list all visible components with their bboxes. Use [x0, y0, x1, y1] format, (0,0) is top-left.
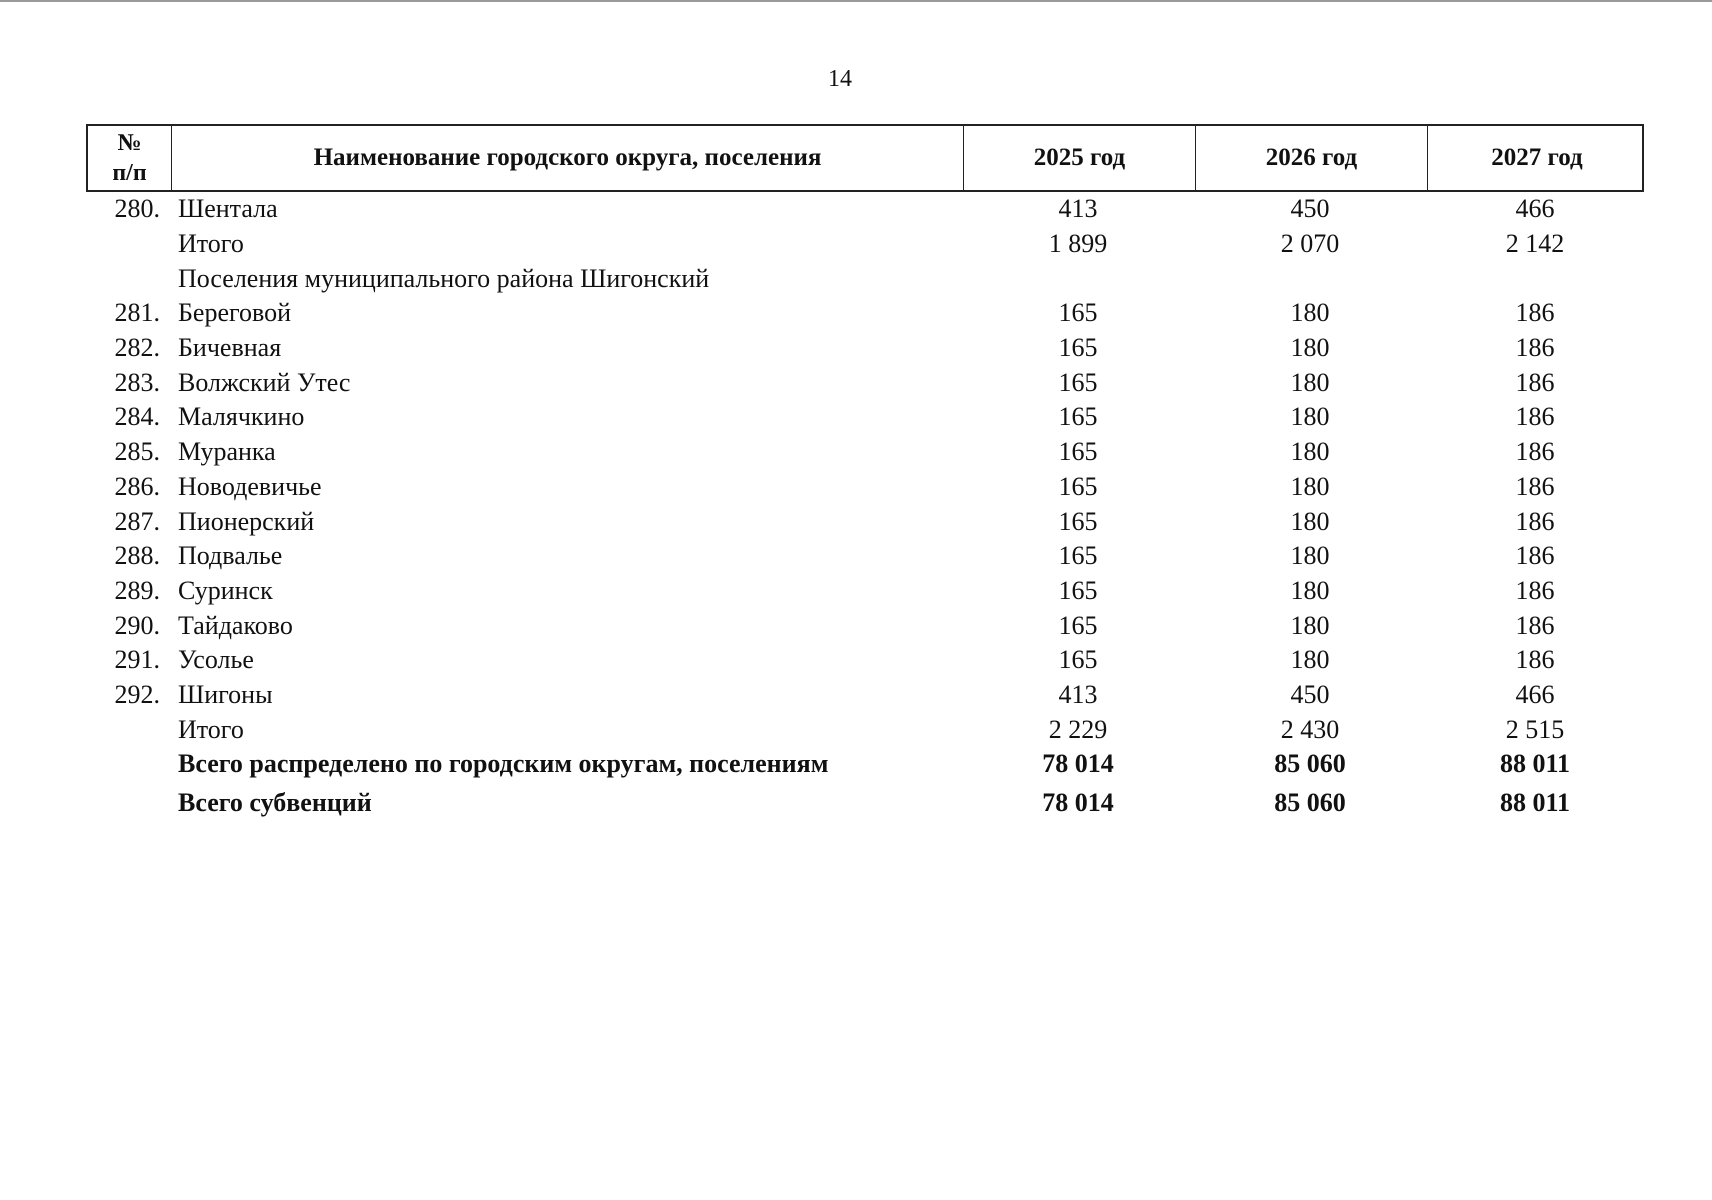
table-row	[86, 192, 1644, 227]
row-name: Пионерский	[178, 506, 315, 536]
row-value-2025: 165	[1058, 333, 1098, 363]
subsidy-table	[86, 124, 1644, 824]
row-name: Волжский Утес	[178, 367, 351, 397]
scan-top-edge	[0, 0, 1712, 2]
row-value-2026: 450	[1290, 194, 1330, 224]
row-value-2026: 180	[1290, 298, 1330, 328]
row-value-2026: 180	[1290, 541, 1330, 571]
row-value-2025: 1 899	[1048, 229, 1108, 259]
row-name: Бичевная	[178, 333, 282, 363]
row-number: 282.	[114, 333, 160, 363]
row-value-2026: 180	[1290, 402, 1330, 432]
row-value-2027: 2 515	[1505, 714, 1565, 744]
row-number: 280.	[114, 194, 160, 224]
row-value-2025: 78 014	[1042, 749, 1114, 779]
table-row	[86, 643, 1644, 678]
row-number: 283.	[114, 367, 160, 397]
row-name: Малячкино	[178, 402, 305, 432]
row-name: Тайдаково	[178, 610, 293, 640]
header-2025-column: 2025 год	[964, 126, 1196, 190]
row-number: 292.	[114, 679, 160, 709]
row-number: 287.	[114, 506, 160, 536]
row-value-2027: 466	[1515, 679, 1555, 709]
row-name: Подвалье	[178, 541, 283, 571]
header-name-column: Наименование городского округа, поселения	[172, 126, 964, 190]
row-value-2025: 165	[1058, 645, 1098, 675]
row-name: Береговой	[178, 298, 292, 328]
row-value-2025: 165	[1058, 298, 1098, 328]
table-row	[86, 678, 1644, 713]
row-name: Шигоны	[178, 679, 273, 709]
row-value-2027: 186	[1515, 298, 1555, 328]
row-value-2026: 180	[1290, 471, 1330, 501]
table-header	[86, 124, 1644, 192]
row-value-2027: 186	[1515, 367, 1555, 397]
row-value-2027: 186	[1515, 645, 1555, 675]
row-value-2025: 165	[1058, 437, 1098, 467]
row-name: Всего субвенций	[178, 787, 372, 817]
header-number-abbrev: п/п	[112, 160, 147, 186]
row-value-2025: 413	[1058, 194, 1098, 224]
header-number-symbol: №	[117, 130, 142, 156]
row-value-2025: 165	[1058, 610, 1098, 640]
row-value-2027: 186	[1515, 471, 1555, 501]
row-value-2026: 180	[1290, 367, 1330, 397]
header-number-column	[88, 126, 172, 190]
row-number: 285.	[114, 437, 160, 467]
row-value-2025: 165	[1058, 541, 1098, 571]
row-value-2025: 165	[1058, 575, 1098, 605]
row-value-2025: 165	[1058, 471, 1098, 501]
row-value-2026: 85 060	[1274, 787, 1346, 817]
row-name: Шентала	[178, 194, 278, 224]
row-value-2027: 186	[1515, 333, 1555, 363]
row-value-2026: 450	[1290, 679, 1330, 709]
row-number: 281.	[114, 298, 160, 328]
table-row	[86, 712, 1644, 747]
row-value-2026: 180	[1290, 645, 1330, 675]
row-value-2025: 413	[1058, 679, 1098, 709]
table-row	[86, 470, 1644, 505]
row-value-2026: 180	[1290, 333, 1330, 363]
row-value-2027: 186	[1515, 575, 1555, 605]
row-name: Новодевичье	[178, 471, 322, 501]
table-row	[86, 261, 1644, 296]
row-value-2027: 186	[1515, 506, 1555, 536]
row-value-2027: 466	[1515, 194, 1555, 224]
row-value-2026: 180	[1290, 610, 1330, 640]
row-value-2025: 2 229	[1048, 714, 1108, 744]
row-value-2026: 180	[1290, 437, 1330, 467]
table-row	[86, 782, 1644, 824]
page-number: 14	[828, 66, 852, 92]
table-row	[86, 435, 1644, 470]
table-body	[86, 192, 1644, 824]
row-value-2027: 88 011	[1499, 749, 1571, 779]
table-row	[86, 400, 1644, 435]
row-value-2027: 186	[1515, 541, 1555, 571]
table-row	[86, 504, 1644, 539]
row-number: 288.	[114, 541, 160, 571]
row-value-2027: 2 142	[1505, 229, 1565, 259]
row-value-2025: 165	[1058, 402, 1098, 432]
row-value-2026: 180	[1290, 506, 1330, 536]
row-number: 291.	[114, 645, 160, 675]
table-row	[86, 539, 1644, 574]
header-2027-column: 2027 год	[1491, 144, 1583, 171]
row-value-2027: 186	[1515, 610, 1555, 640]
row-value-2026: 2 430	[1280, 714, 1340, 744]
row-number: 289.	[114, 575, 160, 605]
row-name: Поселения муниципального района Шигонский	[178, 263, 710, 293]
table-row	[86, 365, 1644, 400]
row-number: 290.	[114, 610, 160, 640]
row-value-2025: 165	[1058, 367, 1098, 397]
row-name: Муранка	[178, 437, 276, 467]
row-value-2025: 78 014	[1042, 787, 1114, 817]
row-name: Всего распределено по городским округам, поселениям	[178, 749, 829, 779]
row-value-2026: 180	[1290, 575, 1330, 605]
table-row	[86, 608, 1644, 643]
row-name: Усолье	[178, 645, 254, 675]
row-number: 286.	[114, 471, 160, 501]
row-value-2026: 85 060	[1274, 749, 1346, 779]
row-name: Суринск	[178, 575, 273, 605]
row-value-2027: 88 011	[1499, 787, 1571, 817]
row-name: Итого	[178, 714, 244, 744]
table-row	[86, 227, 1644, 262]
row-number: 284.	[114, 402, 160, 432]
row-value-2027: 186	[1515, 402, 1555, 432]
row-name: Итого	[178, 229, 244, 259]
table-row	[86, 574, 1644, 609]
row-value-2026: 2 070	[1280, 229, 1340, 259]
row-value-2025: 165	[1058, 506, 1098, 536]
row-value-2027: 186	[1515, 437, 1555, 467]
table-row	[86, 331, 1644, 366]
table-row	[86, 296, 1644, 331]
header-2026-column: 2026 год	[1196, 126, 1428, 190]
table-row	[86, 747, 1644, 782]
